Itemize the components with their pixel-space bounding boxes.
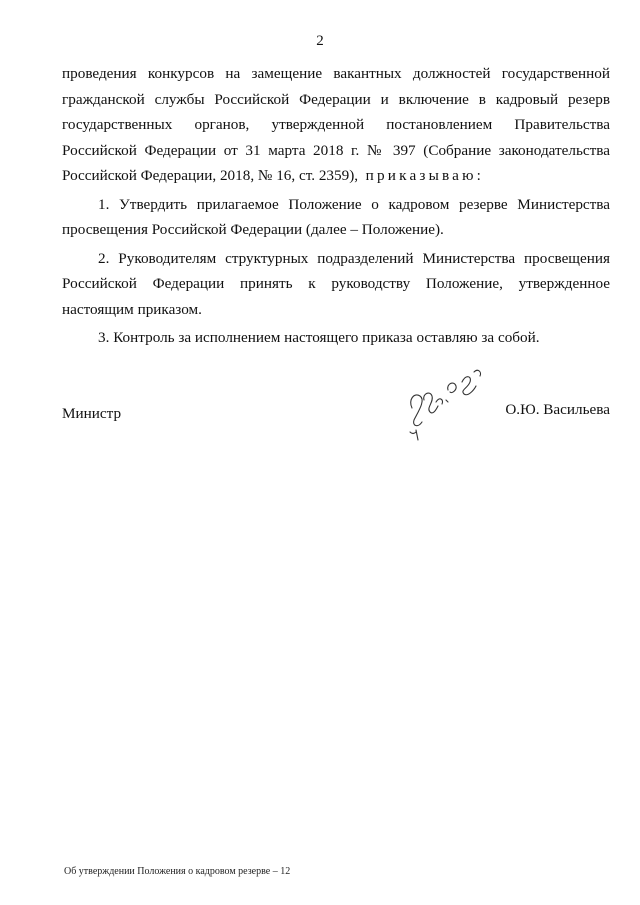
paragraph-intro-line-3: государственных органов, утвержденной постановлением Правительства (62, 116, 610, 133)
paragraph-intro-line-2: гражданской службы Российской Федерации и включение в кадровый резерв (62, 90, 610, 108)
signature-block (62, 395, 610, 455)
paragraph-item-1: 1. Утвердить прилагаемое Положение о кадровом резерве Министерства просвещения Российской Федерации (далее – Положение). (62, 195, 610, 238)
document-body (62, 61, 610, 351)
page-number: 2 (316, 33, 324, 49)
signer-title: Министр (62, 405, 122, 422)
paragraph-intro (62, 61, 610, 189)
footer-note: Об утверждении Положения о кадровом резерве – 12 (64, 866, 291, 877)
paragraph-intro-line-4: Российской Федерации от 31 марта 2018 г. № 397 (Собрание законодательства (62, 141, 610, 159)
paragraph-intro-line-5-text: Российской Федерации, 2018, № 16, ст. 2359), (62, 167, 359, 184)
paragraph-item-3: 3. Контроль за исполнением настоящего приказа оставляю за собой. (98, 329, 540, 346)
order-word: приказываю: (365, 167, 485, 184)
paragraph-item-2: 2. Руководителям структурных подразделений Министерства просвещения Российской Федерации принять к руководству Положение, утвержденное настоящим приказом. (62, 249, 610, 318)
signer-name: О.Ю. Васильева (505, 401, 610, 418)
paragraph-intro-line-5 (62, 163, 610, 189)
paragraph-intro-line-1: проведения конкурсов на замещение вакантных должностей государственной (62, 65, 610, 82)
